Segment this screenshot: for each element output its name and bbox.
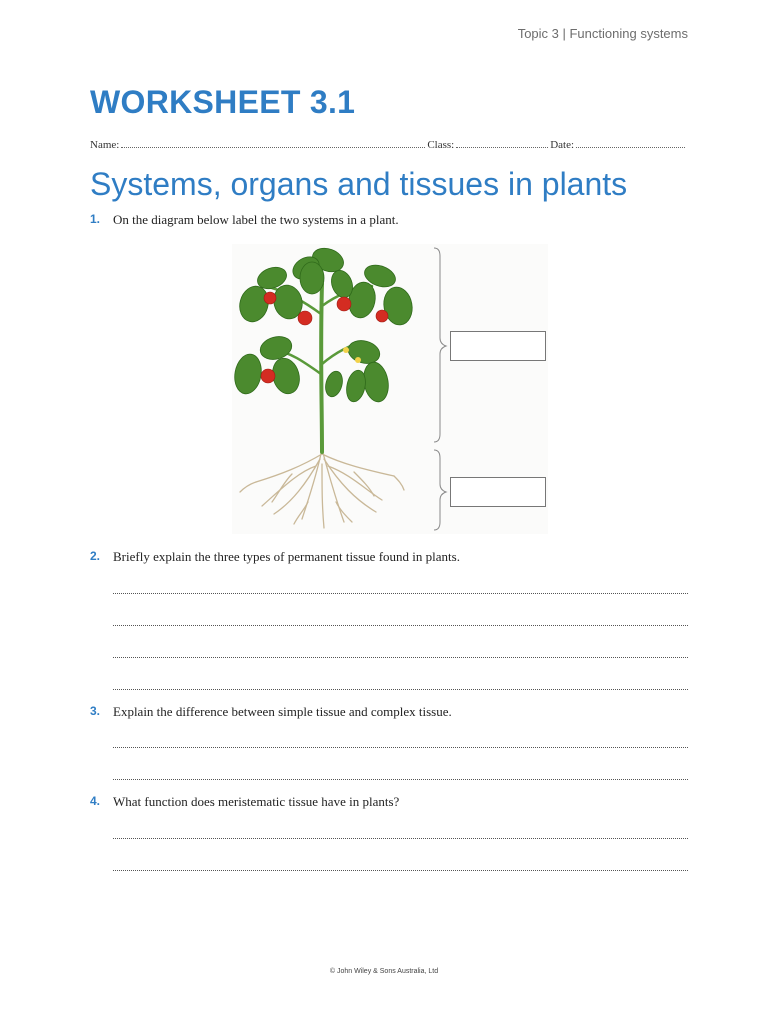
question-3 xyxy=(90,704,452,720)
name-label: Name: xyxy=(90,139,120,151)
answer-line[interactable] xyxy=(113,870,688,871)
page-subtitle: Systems, organs and tissues in plants xyxy=(90,166,628,202)
question-number: 3. xyxy=(90,704,101,718)
answer-line[interactable] xyxy=(113,625,688,626)
answer-line[interactable] xyxy=(113,779,688,780)
question-number: 4. xyxy=(90,794,101,808)
class-label: Class: xyxy=(427,139,455,151)
date-label: Date: xyxy=(550,139,575,151)
question-2 xyxy=(90,549,460,565)
date-field[interactable] xyxy=(576,138,685,148)
shoot-system-label-box[interactable] xyxy=(450,331,546,361)
question-text: What function does meristematic tissue have in plants? xyxy=(113,794,400,809)
class-field[interactable] xyxy=(456,138,548,148)
student-info-line xyxy=(90,138,687,151)
answer-line[interactable] xyxy=(113,657,688,658)
question-4 xyxy=(90,794,399,810)
root-system-label-box[interactable] xyxy=(450,477,546,507)
question-number: 1. xyxy=(90,212,101,226)
topic-header: Topic 3 | Functioning systems xyxy=(517,26,688,41)
question-text: Explain the difference between simple tissue and complex tissue. xyxy=(113,704,452,719)
answer-line[interactable] xyxy=(113,593,688,594)
worksheet-title: WORKSHEET 3.1 xyxy=(90,84,356,120)
question-1 xyxy=(90,212,399,228)
plant-diagram xyxy=(232,244,548,534)
answer-line[interactable] xyxy=(113,747,688,748)
copyright-footer: © John Wiley & Sons Australia, Ltd xyxy=(329,968,439,975)
question-number: 2. xyxy=(90,549,101,563)
answer-line[interactable] xyxy=(113,689,688,690)
question-text: On the diagram below label the two systems in a plant. xyxy=(113,212,399,227)
answer-line[interactable] xyxy=(113,838,688,839)
question-text: Briefly explain the three types of permanent tissue found in plants. xyxy=(113,549,460,564)
name-field[interactable] xyxy=(121,138,425,148)
